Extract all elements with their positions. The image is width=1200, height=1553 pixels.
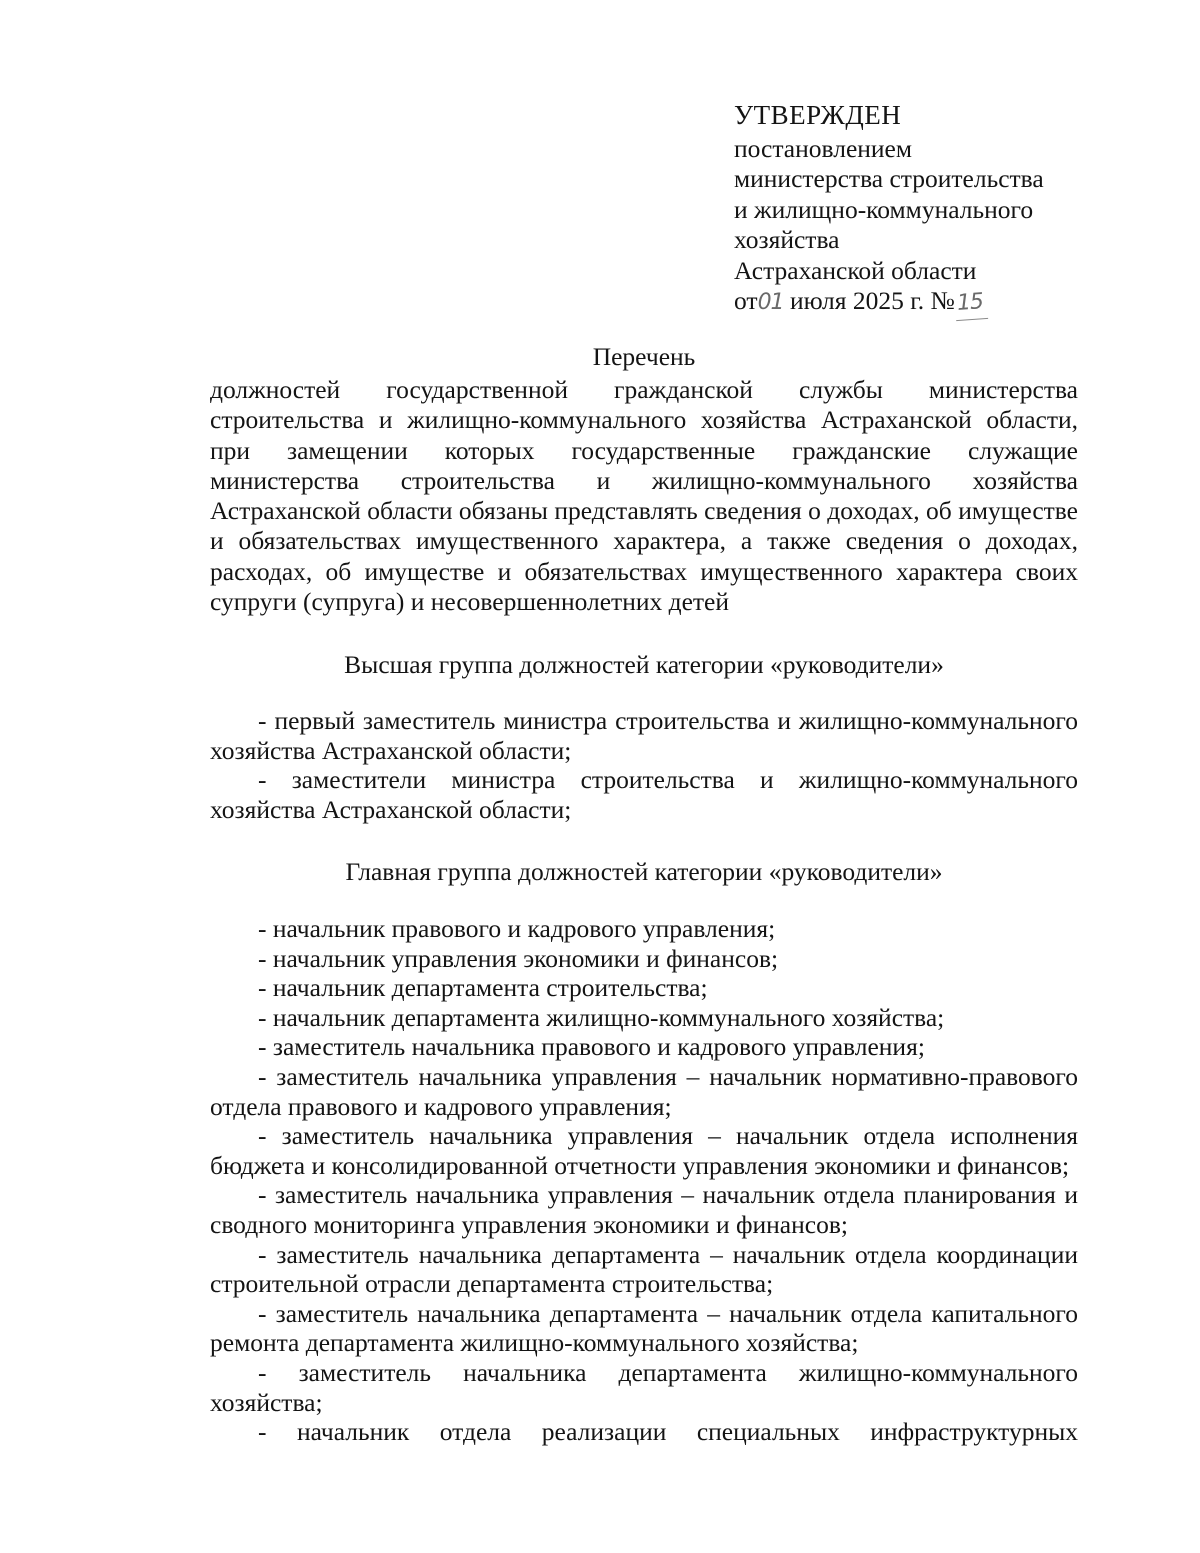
approval-line: министерства строительства (734, 164, 1044, 193)
approval-line: хозяйства (734, 225, 840, 254)
list-item: - заместитель начальника департамента – начальник отдела координации строительной отрасли департамента строительства; (210, 1239, 1078, 1299)
section-heading-main-group: Главная группа должностей категории «руководители» (345, 857, 943, 886)
approval-line: и жилищно-коммунального (734, 194, 1034, 224)
document-title-text: должностей государственной гражданской службы министерства строительства и жилищно-коммунального хозяйства Астраханской области, при замещении которых государственные гражданские служащие министерства строительства и жилищно-коммунального хозяйства Астраханской области обязаны представлять сведения о доходах, об имуществе и обязательствах имущественного характера, а также сведения о доходах, расходах, об имуществе и обязательствах имущественного характера своих супруги (супруга) и несовершеннолетних детей (210, 375, 1078, 617)
approval-date-line (734, 286, 1134, 320)
approval-heading: УТВЕРЖДЕН (734, 100, 902, 130)
list-item: - заместитель начальника управления – начальник нормативно-правового отдела правового и кадрового управления; (210, 1061, 1078, 1121)
list-item: - заместитель начальника департамента – начальник отдела капитального ремонта департамента жилищно-коммунального хозяйства; (210, 1298, 1078, 1358)
document-title: Перечень (592, 342, 696, 371)
main-group-list (210, 914, 1078, 1447)
list-item: - заместители министра строительства и жилищно-коммунального хозяйства Астраханской области; (210, 765, 1078, 824)
highest-group-list (210, 706, 1078, 824)
approval-block (734, 100, 1134, 320)
approval-line: постановлением (734, 133, 913, 163)
handwritten-number: 15 (956, 289, 984, 316)
list-item: - начальник отдела реализации специальных инфраструктурных (258, 1417, 1078, 1447)
list-item: - заместитель начальника правового и кадрового управления; (258, 1032, 925, 1062)
list-item: - заместитель начальника управления – начальник отдела исполнения бюджета и консолидированной отчетности управления экономики и финансов; (210, 1121, 1078, 1180)
list-item: - начальник правового и кадрового управления; (258, 914, 776, 943)
handwritten-number-underline (954, 285, 988, 321)
date-rest: июля 2025 г. № (783, 286, 955, 315)
handwritten-day: 01 (757, 290, 784, 315)
date-prefix: от (734, 286, 758, 315)
list-item: - начальник управления экономики и финансов; (258, 943, 779, 973)
list-item: - заместитель начальника управления – начальник отдела планирования и сводного мониторинга управления экономики и финансов; (210, 1180, 1078, 1239)
approval-line: Астраханской области (734, 255, 977, 285)
list-item: - заместитель начальника департамента жилищно-коммунального хозяйства; (210, 1357, 1078, 1417)
list-item: - первый заместитель министра строительства и жилищно-коммунального хозяйства Астраханской области; (210, 706, 1078, 765)
list-item: - начальник департамента жилищно-коммунального хозяйства; (258, 1002, 945, 1032)
list-item: - начальник департамента строительства; (258, 973, 708, 1003)
section-heading-highest-group: Высшая группа должностей категории «руководители» (344, 650, 944, 679)
